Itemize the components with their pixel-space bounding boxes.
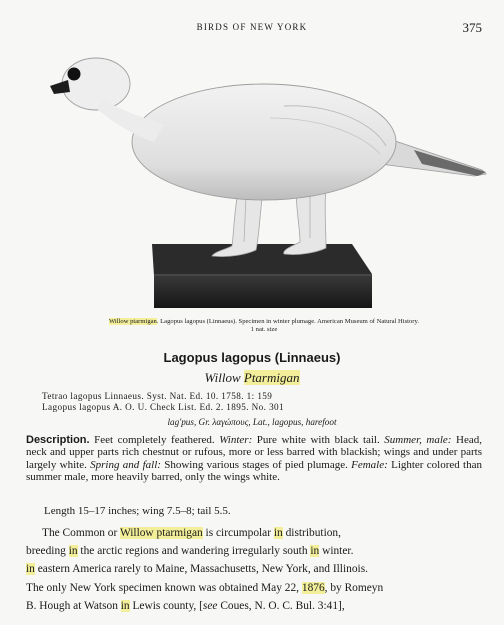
highlight: Willow ptarmigan [119, 527, 203, 539]
measurements: Length 15–17 inches; wing 7.5–8; tail 5.5. [44, 505, 231, 517]
synonym-year: 1758. [221, 391, 244, 401]
wooden-base [152, 244, 372, 308]
description-text: Pure white with black tail. [252, 434, 385, 446]
highlight: in [68, 545, 78, 558]
common-name-prefix: Willow [204, 370, 244, 385]
text-run: The Common or [42, 527, 120, 539]
description-label: Description. [26, 434, 90, 446]
text-line [26, 579, 482, 597]
highlight: in [310, 545, 320, 558]
plate-caption [44, 318, 484, 334]
text-run: Coues, N. O. C. Bul. 3:41], [217, 599, 345, 612]
synonym-row [42, 391, 482, 402]
synonym-edition: Ed. 2. [199, 402, 224, 412]
highlight: in [120, 599, 130, 612]
summer-label: Summer, male: [384, 434, 452, 446]
synonym-ref: Syst. Nat. [146, 391, 187, 401]
description-text: Feet completely feathered. [89, 434, 220, 446]
text-run: Lewis county, [ [129, 599, 203, 612]
highlight: in [26, 563, 35, 576]
caption-scale: 1 nat. size [250, 326, 278, 333]
synonym-name: Lagopus lagopus A. O. U. Check List. [42, 402, 197, 412]
synonym-edition: Ed. 10. [189, 391, 219, 401]
bird-head [50, 58, 164, 142]
text-run: is circumpolar [202, 527, 274, 539]
synonym-name: Tetrao lagopus Linnaeus. [42, 391, 145, 401]
synonym-row [42, 402, 482, 413]
text-run: The only New York specimen known was obtained May 22, [26, 581, 302, 594]
description-text: Lighter colored than summer male, more heavily barred, only the wings white. [26, 458, 482, 484]
text-line [26, 560, 482, 578]
text-run: , by Romeyn [324, 581, 384, 594]
synonymy [42, 391, 482, 413]
running-head: BIRDS OF NEW YORK [196, 22, 308, 32]
species-title: Lagopus lagopus (Linnaeus) [163, 350, 341, 365]
highlight: in [273, 527, 283, 539]
distribution-paragraph [26, 524, 482, 615]
description-text: Showing various stages of pied plumage. [160, 458, 352, 471]
synonym-year: 1895. [226, 402, 249, 412]
caption-text: . Lagopus lagopus (Linnaeus). Specimen in winter plumage. American Museum of Natural History. [156, 318, 420, 325]
text-run: B. Hough at Watson [26, 599, 121, 612]
description-text: Head, neck and upper parts rich chestnut or rufous, more or less barred with blackish; wings and under parts largely white. [26, 434, 482, 471]
synonym-page: No. 301 [251, 402, 285, 412]
highlight: 1876 [301, 581, 325, 594]
text-line [26, 542, 482, 560]
text-run: winter. [319, 545, 354, 558]
spring-fall-label: Spring and fall: [90, 458, 161, 471]
text-run: eastern America rarely to Maine, Massachusetts, New York, and Illinois. [34, 563, 368, 576]
text-line [26, 524, 482, 542]
female-label: Female: [351, 458, 388, 471]
synonym-page: 1: 159 [246, 391, 273, 401]
common-name-highlight: Ptarmigan [243, 370, 300, 385]
page-number: 375 [462, 20, 482, 35]
caption-highlight: Willow ptarmigan [108, 318, 157, 325]
ptarmigan-photo [34, 46, 494, 314]
description-paragraph [26, 434, 482, 484]
text-run: the arctic regions and wandering irregularly south [77, 545, 311, 558]
winter-label: Winter: [219, 434, 253, 446]
text-run: breeding [26, 545, 69, 558]
bird-body [132, 84, 396, 200]
text-run: see [202, 599, 218, 612]
text-run: distribution, [282, 527, 341, 539]
common-name [0, 370, 504, 386]
text-line [26, 597, 482, 615]
etymology: lag′pus, Gr. λαγώπους, Lat., lagopus, harefoot [167, 417, 337, 427]
